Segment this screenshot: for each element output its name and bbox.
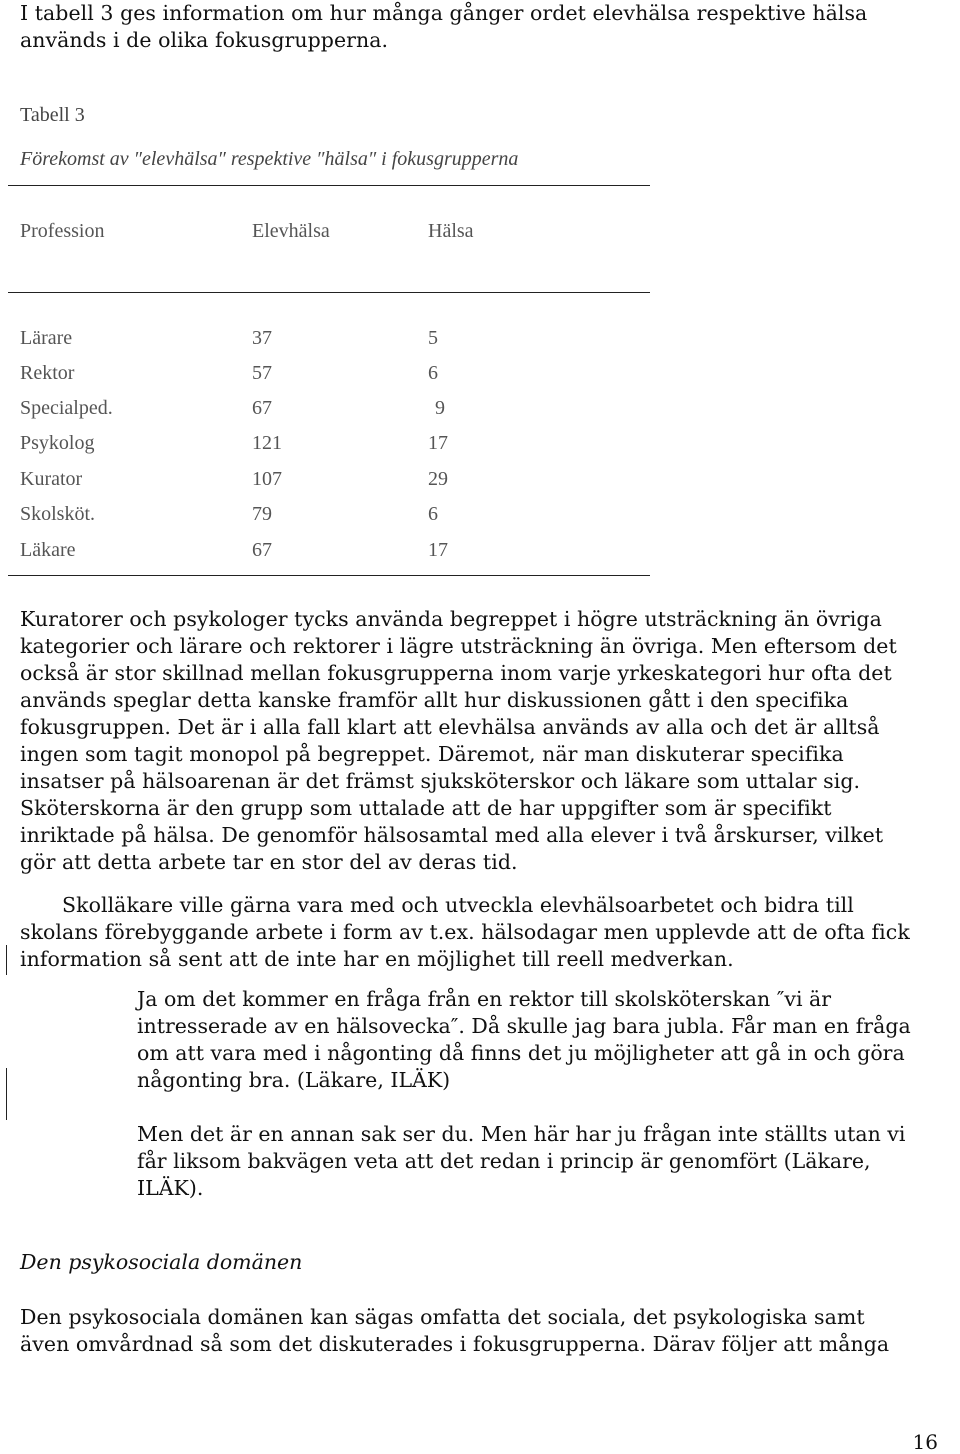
paragraph-line: ingen som tagit monopol på begreppet. Däremot, när man diskuterar specifika (20, 742, 844, 766)
header-elevhalsa: Elevhälsa (252, 220, 330, 242)
row-elevhalsa: 121 (252, 432, 282, 454)
paragraph-line: Sköterskorna är den grupp som uttalade att de har uppgifter som är specifikt (20, 796, 832, 820)
quote-line: någonting bra. (Läkare, ILÄK) (137, 1068, 451, 1092)
quote-line: Ja om det kommer en fråga från en rektor till skolsköterskan ″vi är (137, 987, 832, 1011)
block-quote-1 (137, 986, 957, 1094)
row-profession: Skolsköt. (20, 503, 96, 525)
quote-line: intresserade av en hälsovecka″. Då skulle jag bara jubla. Får man en fråga (137, 1014, 911, 1038)
paragraph-1 (20, 606, 897, 876)
row-halsa: 17 (428, 539, 448, 561)
row-profession: Psykolog (20, 432, 95, 454)
change-bar (6, 945, 7, 975)
table-header-rule (8, 292, 650, 293)
row-halsa: 29 (428, 468, 448, 490)
paragraph-line: information så sent att de inte har en möjlighet till reell medverkan. (20, 947, 734, 971)
row-halsa: 6 (428, 362, 438, 384)
block-quote-2 (137, 1121, 957, 1202)
row-halsa: 17 (428, 432, 448, 454)
paragraph-line: kategorier och lärare och rektorer i lägre utsträckning än övriga. Men eftersom det (20, 634, 897, 658)
page-number: 16 (912, 1430, 938, 1454)
row-profession: Läkare (20, 539, 76, 561)
table-top-rule (8, 185, 650, 186)
table-caption: Förekomst av ″elevhälsa″ respektive ″hälsa″ i fokusgrupperna (20, 148, 519, 170)
row-profession: Kurator (20, 468, 83, 490)
table-label: Tabell 3 (20, 104, 85, 126)
row-profession: Rektor (20, 362, 75, 384)
paragraph-line: fokusgruppen. Det är i alla fall klart att elevhälsa används av alla och det är alltså (20, 715, 880, 739)
quote-line: ILÄK). (137, 1176, 204, 1200)
paragraph-3 (20, 1304, 889, 1358)
paragraph-line: Den psykosociala domänen kan sägas omfatta det sociala, det psykologiska samt (20, 1305, 865, 1329)
paragraph-line: också är stor skillnad mellan fokusgrupperna inom varje yrkeskategori hur ofta det (20, 661, 892, 685)
paragraph-line: används speglar detta kanske framför allt hur diskussionen gått i den specifika (20, 688, 849, 712)
row-elevhalsa: 57 (252, 362, 272, 384)
row-profession: Specialped. (20, 397, 113, 419)
row-halsa: 5 (428, 327, 438, 349)
paragraph-line: insatser på hälsoarenan är det främst sjuksköterskor och läkare som uttalar sig. (20, 769, 861, 793)
intro-paragraph-full: I tabell 3 ges information om hur många gånger ordet elevhälsa respektive hälsa används i de olika fokusgrupperna. (20, 1, 868, 52)
paragraph-line: Skolläkare ville gärna vara med och utveckla elevhälsoarbetet och bidra till (62, 893, 854, 917)
paragraph-2 (20, 892, 910, 973)
row-elevhalsa: 79 (252, 503, 272, 525)
paragraph-line: gör att detta arbete tar en stor del av deras tid. (20, 850, 518, 874)
quote-line: Men det är en annan sak ser du. Men här har ju frågan inte ställts utan vi (137, 1122, 906, 1146)
header-halsa: Hälsa (428, 220, 474, 242)
row-elevhalsa: 107 (252, 468, 282, 490)
table-bottom-rule (8, 575, 650, 576)
row-elevhalsa: 67 (252, 539, 272, 561)
row-halsa: 9 (435, 397, 445, 419)
quote-line: får liksom bakvägen veta att det redan i princip är genomfört (Läkare, (137, 1149, 871, 1173)
paragraph-line: även omvårdnad så som det diskuterades i fokusgrupperna. Därav följer att många (20, 1332, 890, 1356)
quote-line: om att vara med i någonting då finns det ju möjligheter att gå in och göra (137, 1041, 905, 1065)
row-elevhalsa: 67 (252, 397, 272, 419)
row-profession: Lärare (20, 327, 73, 349)
paragraph-line: inriktade på hälsa. De genomför hälsosamtal med alla elever i två årskurser, vilket (20, 823, 884, 847)
row-halsa: 6 (428, 503, 438, 525)
section-heading: Den psykosociala domänen (20, 1250, 303, 1274)
change-bar (6, 1068, 7, 1120)
paragraph-line: skolans förebyggande arbete i form av t.ex. hälsodagar men upplevde att de ofta fick (20, 920, 910, 944)
paragraph-line: Kuratorer och psykologer tycks använda begreppet i högre utsträckning än övriga (20, 607, 882, 631)
row-elevhalsa: 37 (252, 327, 272, 349)
header-profession: Profession (20, 220, 105, 242)
